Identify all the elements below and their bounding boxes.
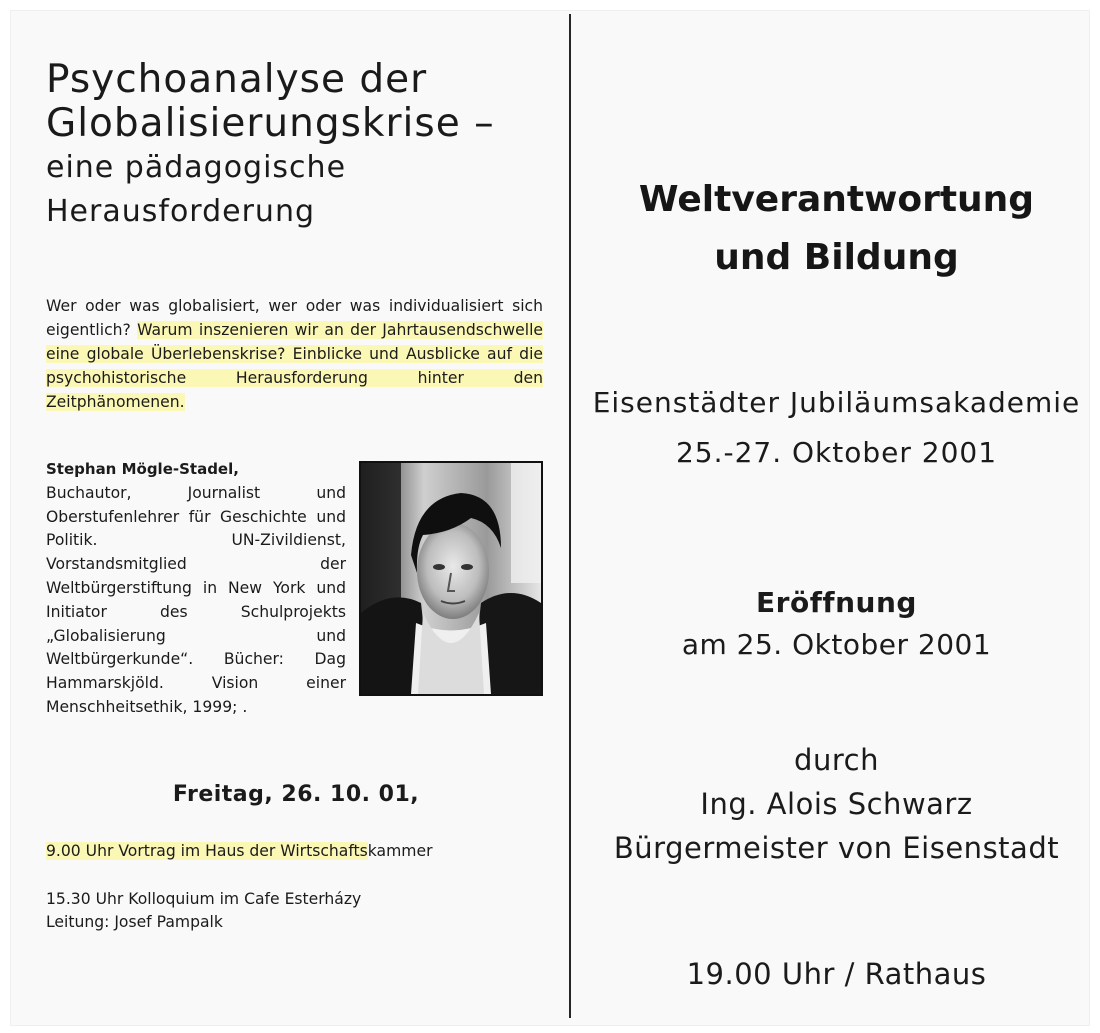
abstract-highlighted-text: Warum inszenieren wir an der Jahrtausendschwelle eine globale Überlebenskrise? Einblicke und Ausblicke auf die psychohistorische Herausforderung hinter den Zeitphänomenen. <box>46 321 543 411</box>
abstract-text: Wer oder was globalisiert, wer oder was individualisiert sich eigentlich? <box>46 297 543 339</box>
opened-by <box>573 738 1100 870</box>
event-title-line-1: Weltverantwortung <box>638 179 1035 220</box>
opening-info <box>573 582 1100 666</box>
event-title-line-2: und Bildung <box>714 237 959 278</box>
academy-name: Eisenstädter Jubiläumsakademie <box>592 386 1081 419</box>
author-bio: Buchautor, Journalist und Oberstufenlehrer für Geschichte und Politik. UN-Zivildienst, Vorstandsmitglied der Weltbürgerstiftung in New York und Initiator des Schulprojekts „Globalisierung und Weltbürgerkunde“. Bücher: Dag Hammarskjöld. Vision einer Menschheitsethik, 1999; . <box>46 483 346 716</box>
lecture-subtitle <box>46 146 546 234</box>
lecture-title-line-2: Globalisierungskrise – <box>46 101 495 146</box>
lecture-subtitle-line-1: eine pädagogische <box>46 150 347 185</box>
lecture-heading <box>46 58 546 234</box>
lecture-time-highlight: 9.00 Uhr Vortrag im Haus der Wirtschafts <box>46 842 368 860</box>
opening-label: Eröffnung <box>756 586 917 619</box>
opened-by-label: durch <box>794 743 879 777</box>
author-name: Stephan Mögle-Stadel, <box>46 460 239 478</box>
lecture-location-rest: kammer <box>367 842 433 860</box>
opening-date: am 25. Oktober 2001 <box>681 628 992 661</box>
lecture-title <box>46 58 546 146</box>
colloquium-info <box>46 888 361 934</box>
speaker-role: Bürgermeister von Eisenstadt <box>613 831 1060 865</box>
lecture-subtitle-line-2: Herausforderung <box>46 194 316 229</box>
lecture-time-location <box>46 842 433 860</box>
center-divider <box>569 14 571 1018</box>
opening-time-place: 19.00 Uhr / Rathaus <box>686 957 987 991</box>
colloquium-time-location: 15.30 Uhr Kolloquium im Cafe Esterházy <box>46 890 362 908</box>
academy-dates: 25.-27. Oktober 2001 <box>675 436 998 469</box>
lecture-day: Freitag, 26. 10. 01, <box>172 782 420 807</box>
event-title <box>573 171 1100 287</box>
lecture-title-line-1: Psychoanalyse der <box>46 57 428 102</box>
author-photo <box>359 461 543 696</box>
author-portrait-image <box>361 463 541 694</box>
colloquium-leader: Leitung: Josef Pampalk <box>46 913 223 931</box>
speaker-name: Ing. Alois Schwarz <box>700 787 973 821</box>
author-bio-block <box>46 458 346 720</box>
academy-info <box>573 378 1100 478</box>
lecture-abstract <box>46 294 543 414</box>
